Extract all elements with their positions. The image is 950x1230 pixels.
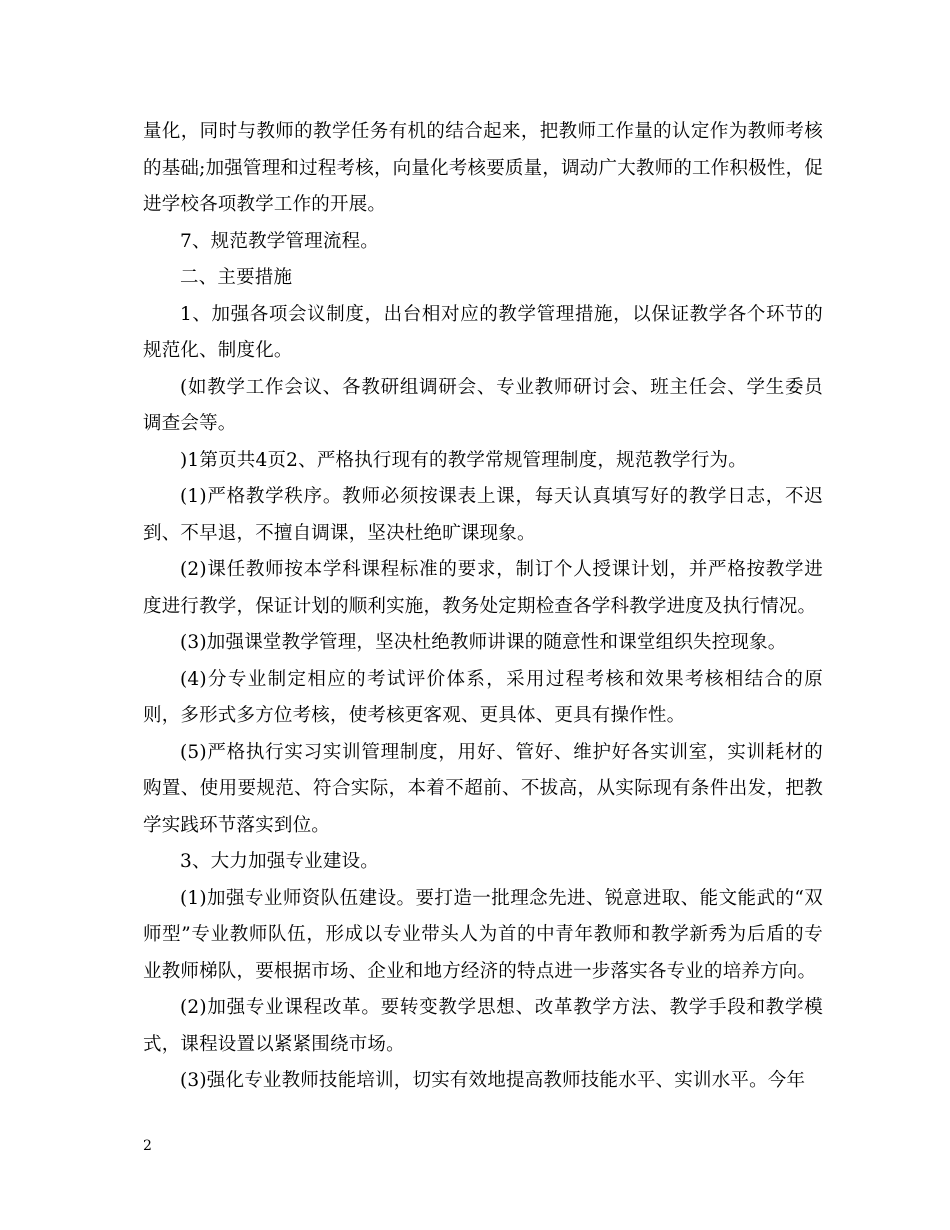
paragraph: (4)分专业制定相应的考试评价体系，采用过程考核和效果考核相结合的原则，多形式多方位考核，使考核更客观、更具体、更具有操作性。 xyxy=(143,668,823,726)
paragraph: (3)加强课堂教学管理，坚决杜绝教师讲课的随意性和课堂组织失控现象。 xyxy=(180,632,787,653)
page-number: 2 xyxy=(143,1138,152,1154)
paragraph: (5)严格执行实习实训管理制度，用好、管好、维护好各实训室，实训耗材的购置、使用要规范、符合实际，本着不超前、不拔高，从实际现有条件出发，把教学实践环节落实到位。 xyxy=(143,741,823,836)
paragraph: )1第页共4页2、严格执行现有的教学常规管理制度，规范教学行为。 xyxy=(180,449,747,471)
paragraph: 3、大力加强专业建设。 xyxy=(180,851,379,872)
paragraph: (2)加强专业课程改革。要转变教学思想、改革教学方法、教学手段和教学模式，课程设置以紧紧围绕市场。 xyxy=(143,997,823,1055)
document-body xyxy=(143,114,823,1100)
paragraph: (1)严格教学秩序。教师必须按课表上课，每天认真填写好的教学日志，不迟到、不早退，不擅自调课，坚决杜绝旷课现象。 xyxy=(143,486,823,544)
section-heading: 二、主要措施 xyxy=(180,267,293,288)
paragraph: 量化，同时与教师的教学任务有机的结合起来，把教师工作量的认定作为教师考核的基础;加强管理和过程考核，向量化考核要质量，调动广大教师的工作积极性，促进学校各项教学工作的开展。 xyxy=(143,121,823,215)
paragraph: (1)加强专业师资队伍建设。要打造一批理念先进、锐意进取、能文能武的“双师型”专业教师队伍，形成以专业带头人为首的中青年教师和教学新秀为后盾的专业教师梯队，要根据市场、企业和地方经济的特点进一步落实各专业的培养方向。 xyxy=(143,887,823,982)
paragraph: 1、加强各项会议制度，出台相对应的教学管理措施，以保证教学各个环节的规范化、制度化。 xyxy=(143,303,823,361)
paragraph: 7、规范教学管理流程。 xyxy=(180,230,379,252)
paragraph: (2)课任教师按本学科课程标准的要求，制订个人授课计划，并严格按教学进度进行教学，保证计划的顺利实施，教务处定期检查各学科教学进度及执行情况。 xyxy=(143,559,823,617)
paragraph: (3)强化专业教师技能培训，切实有效地提高教师技能水平、实训水平。今年 xyxy=(180,1070,806,1091)
paragraph: (如教学工作会议、各教研组调研会、专业教师研讨会、班主任会、学生委员调查会等。 xyxy=(143,376,823,434)
